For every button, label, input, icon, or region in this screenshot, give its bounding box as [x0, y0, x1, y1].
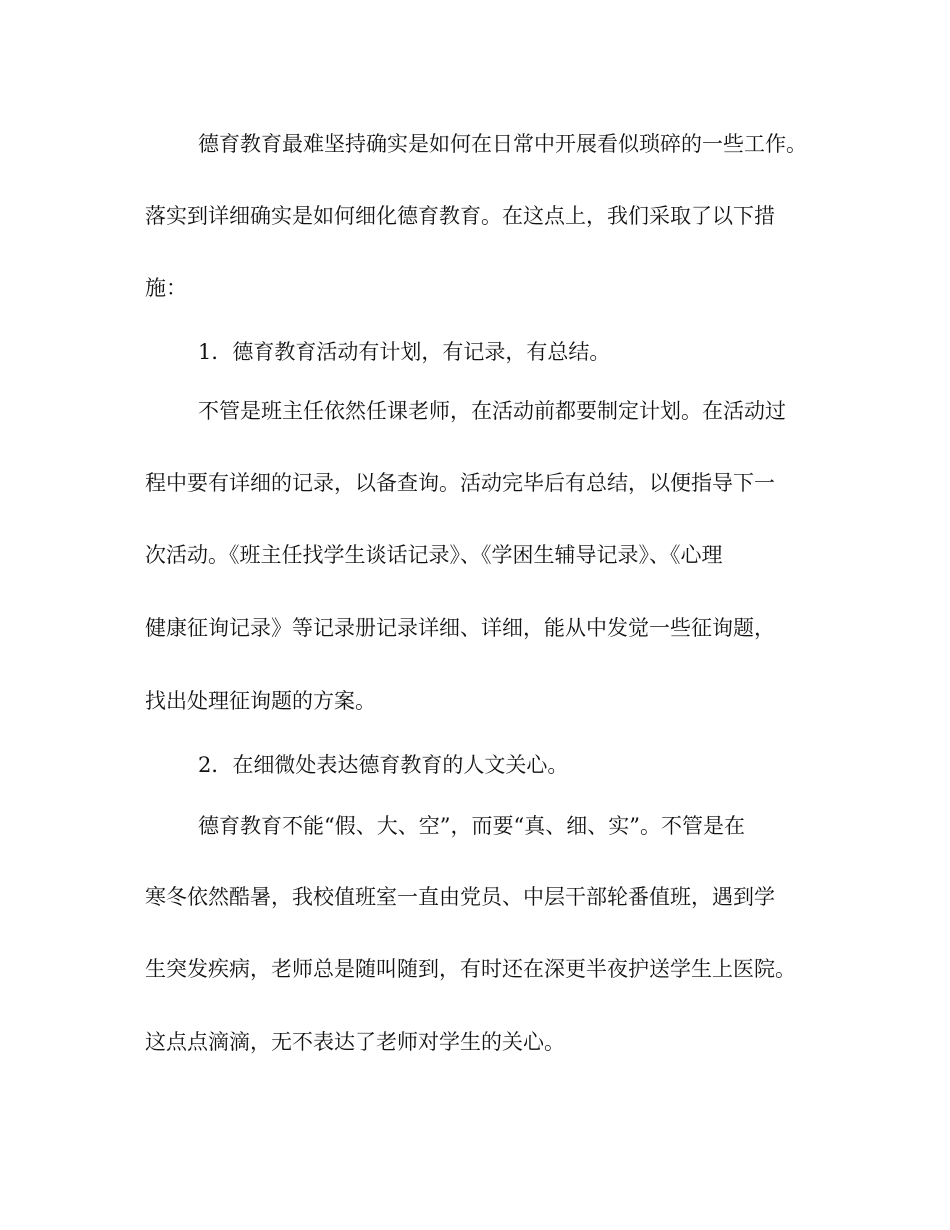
heading-item-2: 2．在细微处表达德育教育的人文关心。	[198, 753, 569, 777]
paragraph-2-line-1: 不管是班主任依然任课老师，在活动前都要制定计划。在活动过	[198, 399, 786, 423]
paragraph-1-line-1: 德育教育最难坚持确实是如何在日常中开展看似琐碎的一些工作。	[198, 132, 807, 156]
paragraph-1-line-3: 施：	[145, 276, 187, 300]
paragraph-2-line-3: 次活动。《班主任找学生谈话记录》、《学困生辅导记录》、《心理	[145, 543, 723, 567]
paragraph-3-line-3: 生突发疾病，老师总是随叫随到，有时还在深更半夜护送学生上医院。	[145, 957, 796, 981]
paragraph-1-line-2: 落实到详细确实是如何细化德育教育。在这点上，我们采取了以下措	[145, 204, 775, 228]
paragraph-3-line-2: 寒冬依然酷暑，我校值班室一直由党员、中层干部轮番值班，遇到学	[145, 885, 775, 909]
paragraph-3-line-1: 德育教育不能“假、大、空”，而要“真、细、实”。不管是在	[198, 814, 745, 838]
paragraph-2-line-2: 程中要有详细的记录，以备查询。活动完毕后有总结，以便指导下一	[145, 471, 775, 495]
paragraph-3-line-4: 这点点滴滴，无不表达了老师对学生的关心。	[145, 1030, 565, 1054]
heading-item-1: 1．德育教育活动有计划，有记录，有总结。	[198, 340, 611, 364]
paragraph-2-line-5: 找出处理征询题的方案。	[145, 689, 376, 713]
paragraph-2-line-4: 健康征询记录》等记录册记录详细、详细，能从中发觉一些征询题，	[145, 616, 775, 640]
